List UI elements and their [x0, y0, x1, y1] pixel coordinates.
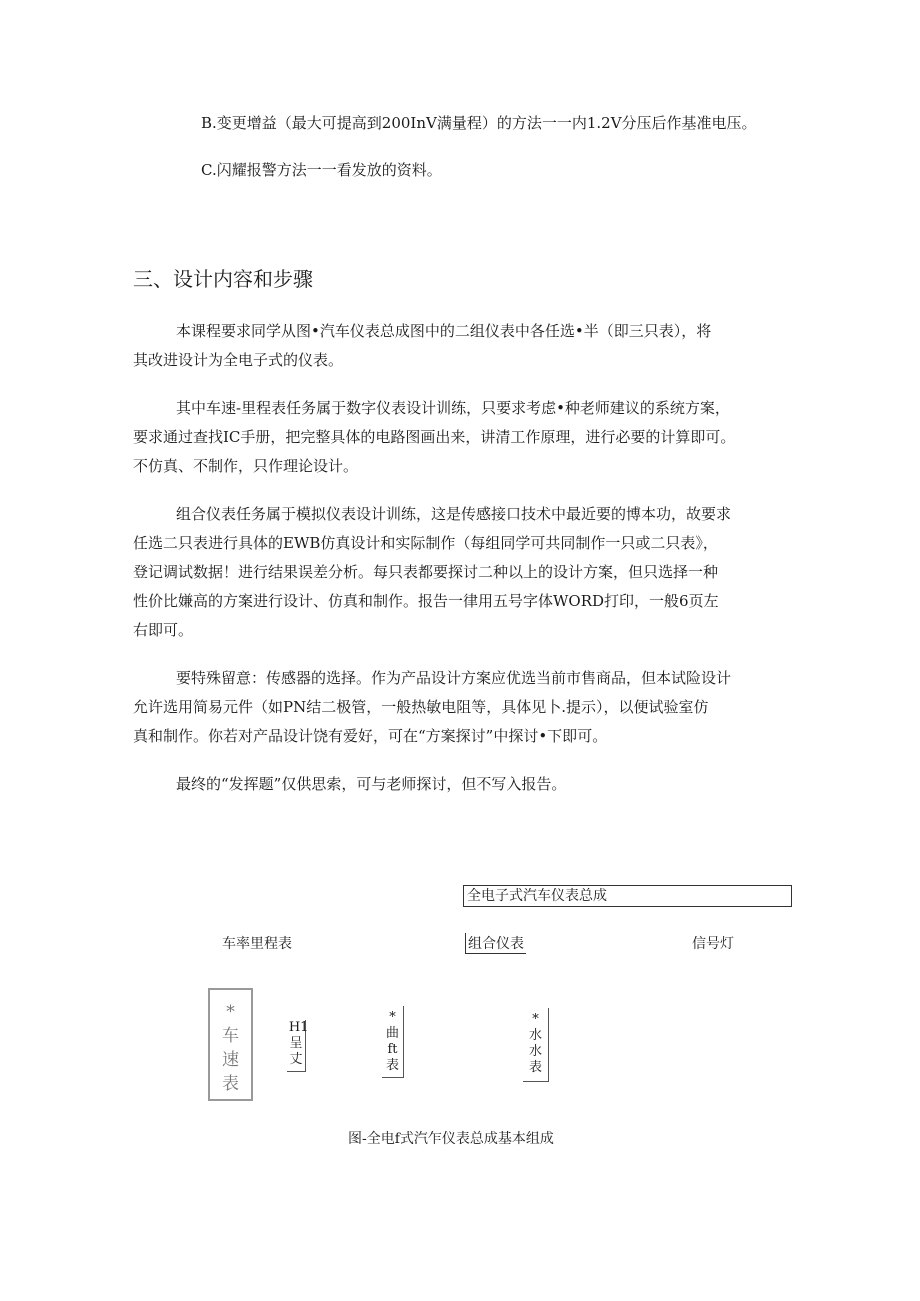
list-item-c: C.闪耀报警方法一一看发放的资料。: [201, 161, 442, 179]
paragraph-line: 性价比嫌高的方案进行设计、仿真和制作。报告一律用五号字体WORD打印，一般6页左: [133, 592, 719, 610]
paragraph-line: 允许选用简易元件（如PN结二极管，一般热敏电阻等，具体见卜.提示），以便试验室仿: [133, 698, 709, 716]
figure-label-signal: 信号灯: [692, 936, 734, 952]
section-heading: 三、设计内容和步骤: [133, 267, 313, 291]
paragraph-line: 真和制作。你若对产品设计饶有爱好，可在“方案探讨”中探讨•下即可。: [133, 727, 608, 745]
gauge-speedometer-label: *车速表: [222, 1002, 239, 1094]
figure-top-box: 全电子式汽车仪表总成: [463, 885, 792, 907]
figure-label-combination: 组合仪表: [465, 933, 526, 954]
gauge-3: [382, 1006, 404, 1078]
paragraph-1: [133, 317, 711, 375]
paragraph-line: 要特殊留意：传感器的选择。作为产品设计方案应优选当前市售商品，但本试险设计: [176, 669, 732, 687]
gauge-4-label: *水水表: [528, 1012, 542, 1075]
gauge-speedometer: [208, 988, 253, 1101]
paragraph-4: [133, 664, 731, 751]
paragraph-3: [133, 500, 731, 645]
paragraph-line: 最终的“发挥题”仅供思索，可与老师探讨，但不写入报告。: [176, 775, 567, 793]
paragraph-5: [133, 770, 566, 799]
figure-label-speedometer: 车率里程表: [222, 936, 292, 952]
paragraph-line: 右即可。: [133, 621, 194, 639]
gauge-4: [523, 1008, 549, 1082]
gauge-3-label: *曲ft表: [385, 1010, 399, 1073]
list-item-b: B.变更增益（最大可提高到200InV满量程）的方法一一内1.2V分压后作基准电压。: [201, 114, 757, 132]
figure-caption: 图-全电f式汽乍仪表总成基本组成: [348, 1131, 554, 1147]
paragraph-line: 登记调试数据！进行结果误差分析。每只表都要探讨二种以上的设计方案，但只选择一种: [133, 563, 719, 581]
paragraph-line: 其中车速-里程表任务属于数字仪表设计训练，只要求考虑•种老师建议的系统方案，: [176, 399, 730, 417]
paragraph-line: 组合仪表任务属于模拟仪表设计训练，这是传感接口技术中最近要的博本功，故要求: [176, 505, 732, 523]
paragraph-line: 要求通过查找IC手册，把完整具体的电路图画出来，讲清工作原理，进行必要的计算即可。: [133, 428, 736, 446]
paragraph-line: 本课程要求同学从图•汽车仪表总成图中的二组仪表中各任选•半（即三只表），将: [176, 322, 712, 340]
paragraph-2: [133, 394, 735, 481]
paragraph-line: 任选二只表进行具体的EWB仿真设计和实际制作（每组同学可共同制作一只或二只表》，: [133, 534, 718, 552]
paragraph-line: 其改进设计为全电子式的仪表。: [133, 351, 344, 369]
gauge-2: [287, 1020, 309, 1072]
gauge-2-label: H1呈丈: [288, 1020, 309, 1067]
paragraph-line: 不仿真、不制作，只作理论设计。: [133, 457, 359, 475]
